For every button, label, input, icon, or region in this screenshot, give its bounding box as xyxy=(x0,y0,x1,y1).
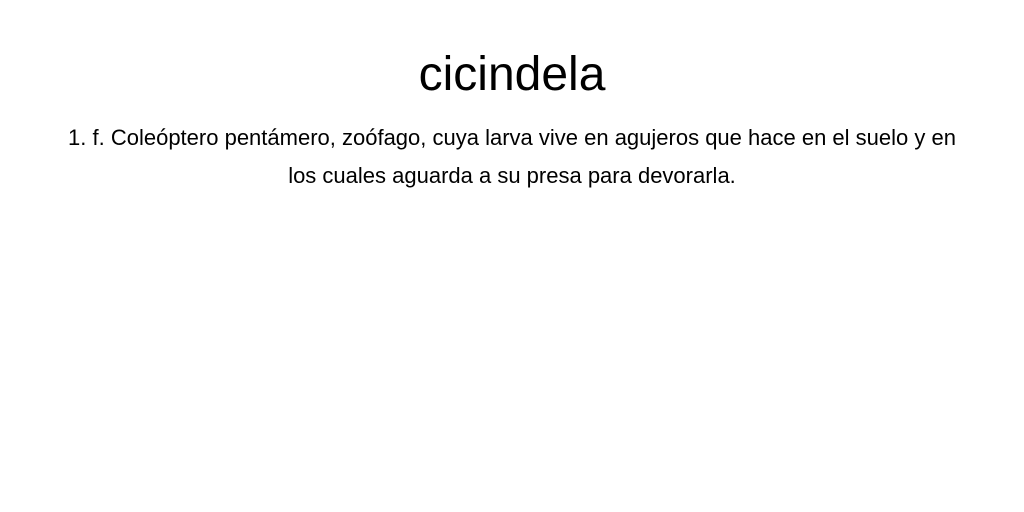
entry-definition: 1. f. Coleóptero pentámero, zoófago, cuya larva vive en agujeros que hace en el suelo y en los cuales aguarda a su presa para devorarla. xyxy=(68,125,956,188)
entry-term: cicindela xyxy=(418,48,606,101)
